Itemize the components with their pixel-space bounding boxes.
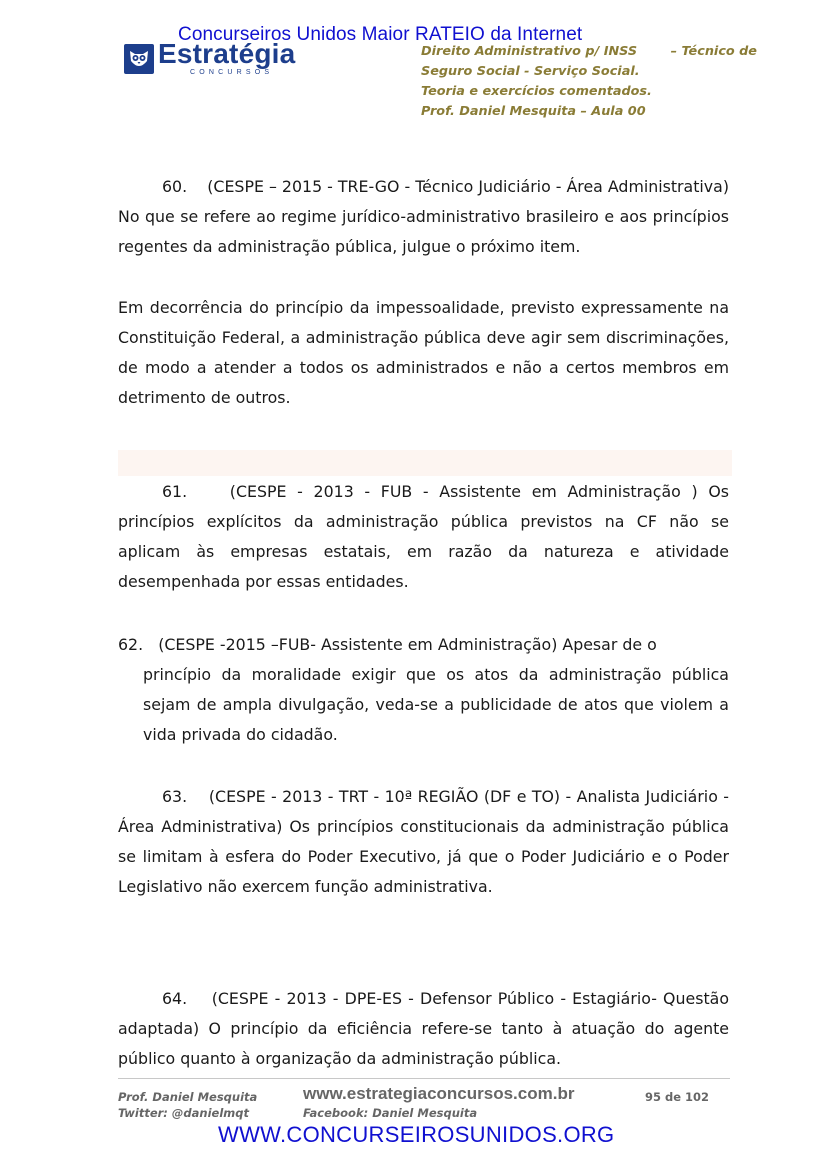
header-subject: Seguro Social - Serviço Social. [421,64,640,79]
header-description: Teoria e exercícios comentados. [421,84,652,99]
owl-icon [124,44,154,74]
question-60-statement: Em decorrência do princípio da impessoalidade, previsto expressamente na Constituição Federal, a administração pública deve agir sem discriminações, de modo a atender a todos os administrados e não a certos membros em detrimento de outros. [118,298,729,407]
question-number: 60. [162,177,188,196]
footer-divider [118,1078,730,1079]
question-text: (CESPE - 2013 - FUB - Assistente em Administração ) Os princípios explícitos da administração pública previstos na CF não se aplicam às empresas estatais, em razão da natureza e atividade desempenhada por essas entidades. [118,482,729,591]
question-number: 64. [162,989,188,1008]
header-lesson: Prof. Daniel Mesquita – Aula 00 [421,104,646,119]
watermark-top: Concurseiros Unidos Maior RATEIO da Internet [178,24,583,45]
question-text-continued: princípio da moralidade exigir que os atos da administração pública sejam de ampla divulgação, veda-se a publicidade de atos que violem a vida privada do cidadão. [143,665,729,744]
page-number: 95 de 102 [645,1090,710,1104]
footer-author: Prof. Daniel Mesquita [118,1090,258,1104]
logo-wordmark: Estratégia [158,38,296,69]
logo-subtitle: CONCURSOS [190,69,274,76]
header-course: Direito Administrativo p/ INSS [421,44,638,59]
question-63 [118,782,729,902]
footer-site-link[interactable]: www.estrategiaconcursos.com.br [303,1084,575,1103]
question-text: (CESPE - 2013 - TRT - 10ª REGIÃO (DF e TO) - Analista Judiciário - Área Administrativa) Os princípios constitucionais da administração pública se limitam à esfera do Poder Executivo, já que o Poder Judiciário e o Poder Legislativo não exercem função administrativa. [118,787,729,896]
question-text: (CESPE – 2015 - TRE-GO - Técnico Judiciário - Área Administrativa) No que se refere ao regime jurídico-administrativo brasileiro e aos princípios regentes da administração pública, julgue o próximo item. [118,177,729,256]
question-text: (CESPE - 2013 - DPE-ES - Defensor Público - Estagiário- Questão adaptada) O princípio da eficiência refere-se tanto à atuação do agente público quanto à organização da administração pública. [118,989,729,1068]
footer-facebook: Facebook: Daniel Mesquita [303,1106,478,1120]
document-header [421,42,761,122]
question-61 [118,477,729,597]
watermark-bottom[interactable]: WWW.CONCURSEIROSUNIDOS.ORG [218,1122,615,1147]
estrategia-logo [124,38,314,82]
question-62 [118,630,729,750]
question-number: 61. [162,482,188,501]
question-text: (CESPE -2015 –FUB- Assistente em Administração) Apesar de o [158,635,657,654]
highlight-band [118,450,732,476]
header-course-cont: – Técnico de [670,44,757,59]
question-number: 63. [162,787,188,806]
question-60 [118,172,729,262]
question-number: 62. [118,635,144,654]
question-64 [118,984,729,1074]
footer-twitter: Twitter: @danielmqt [118,1106,249,1120]
